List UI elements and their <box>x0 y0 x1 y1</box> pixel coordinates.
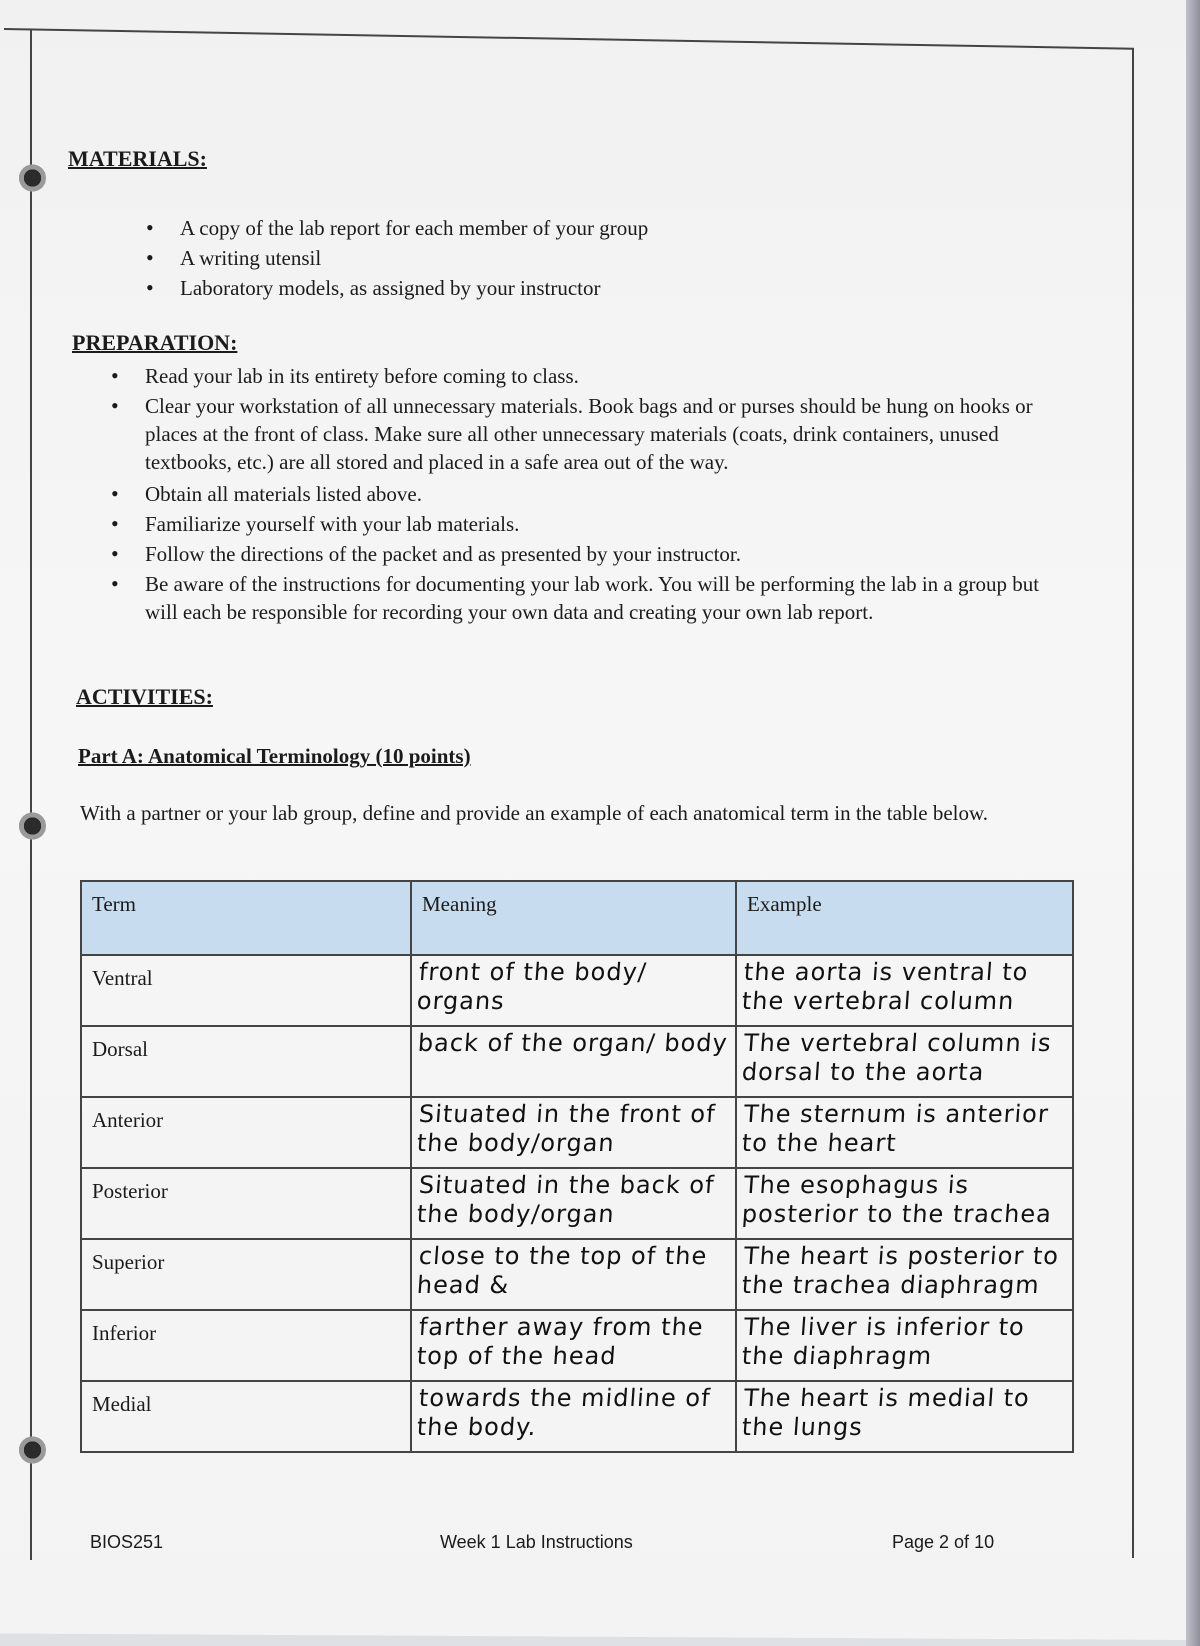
example-cell: The heart is posterior to the trachea diaphragm <box>740 1242 1061 1299</box>
table-row <box>81 1381 1073 1452</box>
term-cell: Posterior <box>92 1179 168 1203</box>
table-row <box>81 1168 1073 1239</box>
column-header-term: Term <box>92 892 137 916</box>
example-cell: The vertebral column is dorsal to the aorta <box>740 1029 1053 1086</box>
term-cell: Superior <box>92 1250 165 1274</box>
materials-heading: MATERIALS: <box>68 146 207 171</box>
meaning-cell: back of the organ/ body <box>416 1029 729 1057</box>
meaning-cell: Situated in the front of the body/organ <box>415 1100 717 1157</box>
page-border-left <box>30 30 32 1560</box>
table-row <box>81 1239 1073 1310</box>
table-row <box>81 1097 1073 1168</box>
meaning-cell: Situated in the back of the body/organ <box>415 1171 716 1228</box>
list-item: • A writing utensil <box>180 244 321 272</box>
table-row <box>81 1026 1073 1097</box>
list-item: • Familiarize yourself with your lab materials. <box>145 510 1065 538</box>
preparation-heading: PREPARATION: <box>72 330 238 355</box>
meaning-cell: farther away from the top of the head <box>415 1313 705 1370</box>
list-item: • Obtain all materials listed above. <box>145 480 1065 508</box>
page-border-right <box>1132 48 1134 1558</box>
part-a-title: Part A: Anatomical Terminology (10 points) <box>78 744 471 768</box>
term-cell: Ventral <box>92 966 153 990</box>
example-cell: The heart is medial to the lungs <box>740 1384 1031 1441</box>
term-cell: Inferior <box>92 1321 157 1345</box>
column-header-meaning: Meaning <box>422 892 497 916</box>
terminology-table <box>80 880 1074 1453</box>
activities-heading: ACTIVITIES: <box>76 684 213 709</box>
part-a-instructions: With a partner or your lab group, define and provide an example of each anatomical term in the table below. <box>80 801 989 825</box>
list-item: • Laboratory models, as assigned by your instructor <box>180 274 601 302</box>
table-row <box>81 955 1073 1026</box>
example-cell: The liver is inferior to the diaphragm <box>740 1313 1026 1370</box>
page-edge <box>1186 0 1200 1646</box>
example-cell: The esophagus is posterior to the trachea <box>740 1171 1053 1228</box>
term-cell: Dorsal <box>92 1037 148 1061</box>
footer-course-code: BIOS251 <box>90 1532 164 1552</box>
list-item: • Read your lab in its entirety before coming to class. <box>145 362 1065 390</box>
list-item: • Follow the directions of the packet and as presented by your instructor. <box>145 540 1065 568</box>
example-cell: the aorta is ventral to the vertebral column <box>740 958 1030 1015</box>
footer-title: Week 1 Lab Instructions <box>440 1532 633 1552</box>
example-cell: The sternum is anterior to the heart <box>740 1100 1050 1157</box>
punch-hole-icon <box>16 1432 46 1468</box>
punch-hole-icon <box>16 160 46 196</box>
meaning-cell: front of the body/ organs <box>415 958 648 1015</box>
column-header-example: Example <box>747 892 822 916</box>
term-cell: Medial <box>92 1392 152 1416</box>
footer-page-number: Page 2 of 10 <box>892 1532 995 1552</box>
meaning-cell: close to the top of the head & <box>415 1242 709 1299</box>
table-header-row <box>81 881 1073 955</box>
punch-hole-icon <box>16 808 46 844</box>
table-row <box>81 1310 1073 1381</box>
meaning-cell: towards the midline of the body. <box>415 1384 712 1441</box>
list-item: • Be aware of the instructions for documenting your lab work. You will be performing the lab in a group but will each be responsible for recording your own data and creating your own lab report. <box>145 570 1065 626</box>
list-item: • Clear your workstation of all unnecessary materials. Book bags and or purses should be hung on hooks or places at the front of class. Make sure all other unnecessary materials (coats, drink containers, unused textbooks, etc.) are all stored and placed in a safe area out of the way. <box>145 392 1065 476</box>
term-cell: Anterior <box>92 1108 164 1132</box>
list-item: • A copy of the lab report for each member of your group <box>180 214 648 242</box>
